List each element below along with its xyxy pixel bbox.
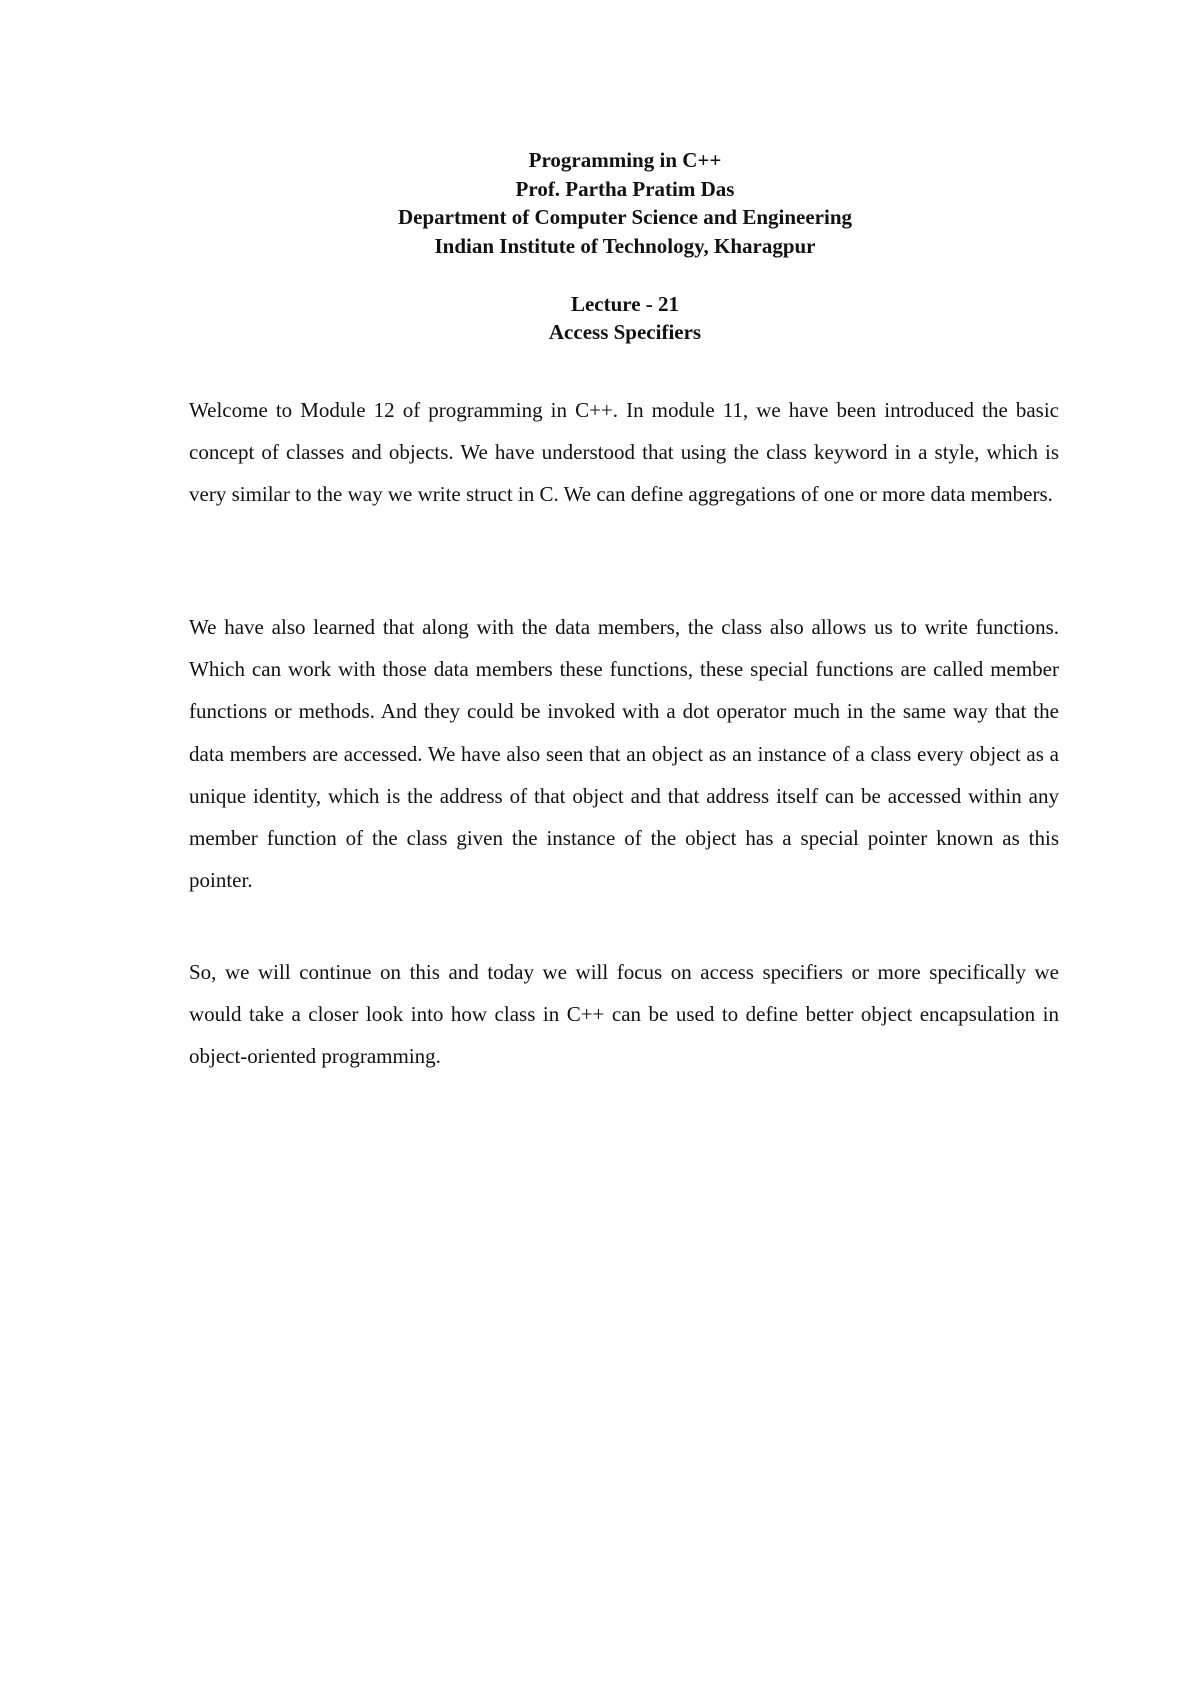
lecture-number: Lecture - 21 — [570, 292, 680, 316]
lecture-heading — [0, 290, 1200, 346]
institute-name: Indian Institute of Technology, Kharagpur — [434, 233, 816, 258]
document-header — [0, 146, 1200, 260]
department-name: Department of Computer Science and Engineering — [398, 205, 852, 229]
course-title: Programming in C++ — [528, 148, 722, 172]
lecture-topic: Access Specifiers — [548, 320, 702, 344]
body-paragraph: Welcome to Module 12 of programming in C++. In module 11, we have been introduced the basic concept of classes and objects. We have understood that using the class keyword in a style, which is very similar to the way we write struct in C. We can define aggregations of one or more data members. — [189, 398, 1059, 507]
body-paragraph: So, we will continue on this and today we will focus on access specifiers or more specifically we would take a closer look into how class in C++ can be used to define better object encapsulation in object-oriented programming. — [189, 960, 1059, 1069]
professor-name: Prof. Partha Pratim Das — [515, 176, 735, 201]
body-paragraph: We have also learned that along with the data members, the class also allows us to write functions. Which can work with those data members these functions, these special functions are called member functions or methods. And they could be invoked with a dot operator much in the same way that the data members are accessed. We have also seen that an object as an instance of a class every object as a unique identity, which is the address of that object and that address itself can be accessed within any member function of the class given the instance of the object has a special pointer known as this pointer. — [189, 615, 1059, 893]
